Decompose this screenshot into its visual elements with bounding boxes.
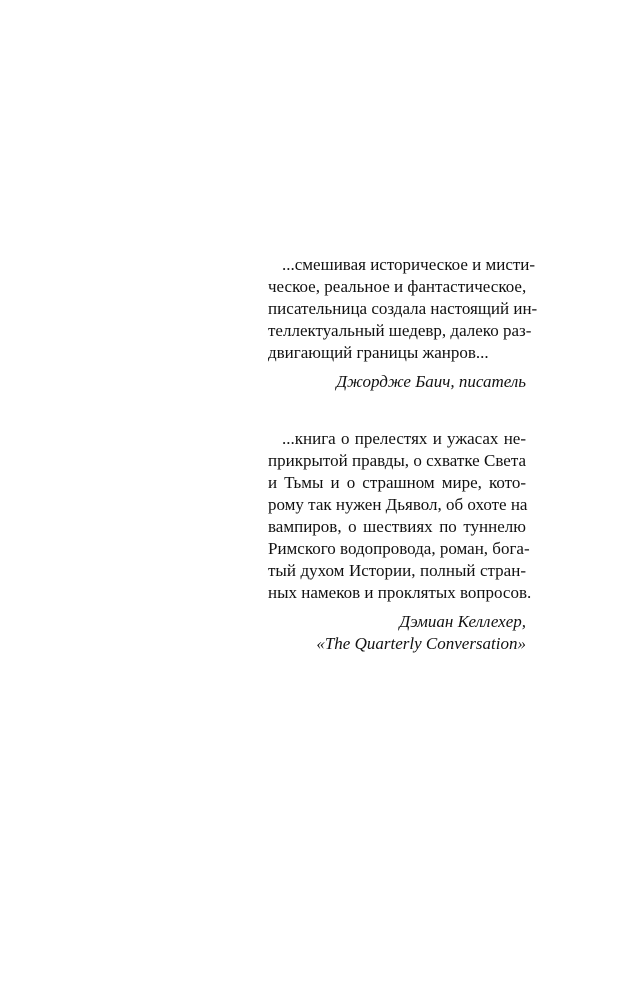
quote-line: ческое, реальное и фантастическое, <box>268 277 527 296</box>
quote-block-kelleher <box>268 428 532 655</box>
quote-line: и Тьмы и о страшном мире, кото- <box>268 473 526 492</box>
quote-line: писательница создала настоящий ин- <box>268 299 538 318</box>
quote-block-baich <box>268 254 538 393</box>
quote-line: Римского водопровода, роман, бога- <box>268 539 530 558</box>
quote-line: двигающий границы жанров... <box>268 343 489 362</box>
quote-line: теллектуальный шедевр, далеко раз- <box>268 321 532 340</box>
quote-attribution: Джордже Баич, писатель <box>336 372 526 391</box>
quote-line: ных намеков и проклятых вопросов. <box>268 583 532 602</box>
quote-line: вампиров, о шествиях по туннелю <box>268 517 526 536</box>
quote-line: тый духом Истории, полный стран- <box>268 561 526 580</box>
quote-attribution: Дэмиан Келлехер, <box>399 612 526 631</box>
quote-line: рому так нужен Дьявол, об охоте на <box>268 495 528 514</box>
quote-line: ...смешивая историческое и мисти- <box>282 255 536 274</box>
quote-attribution-source: «The Quarterly Conversation» <box>316 634 526 653</box>
quote-line: ...книга о прелестях и ужасах не- <box>282 429 526 448</box>
quote-line: прикрытой правды, о схватке Света <box>268 451 526 470</box>
